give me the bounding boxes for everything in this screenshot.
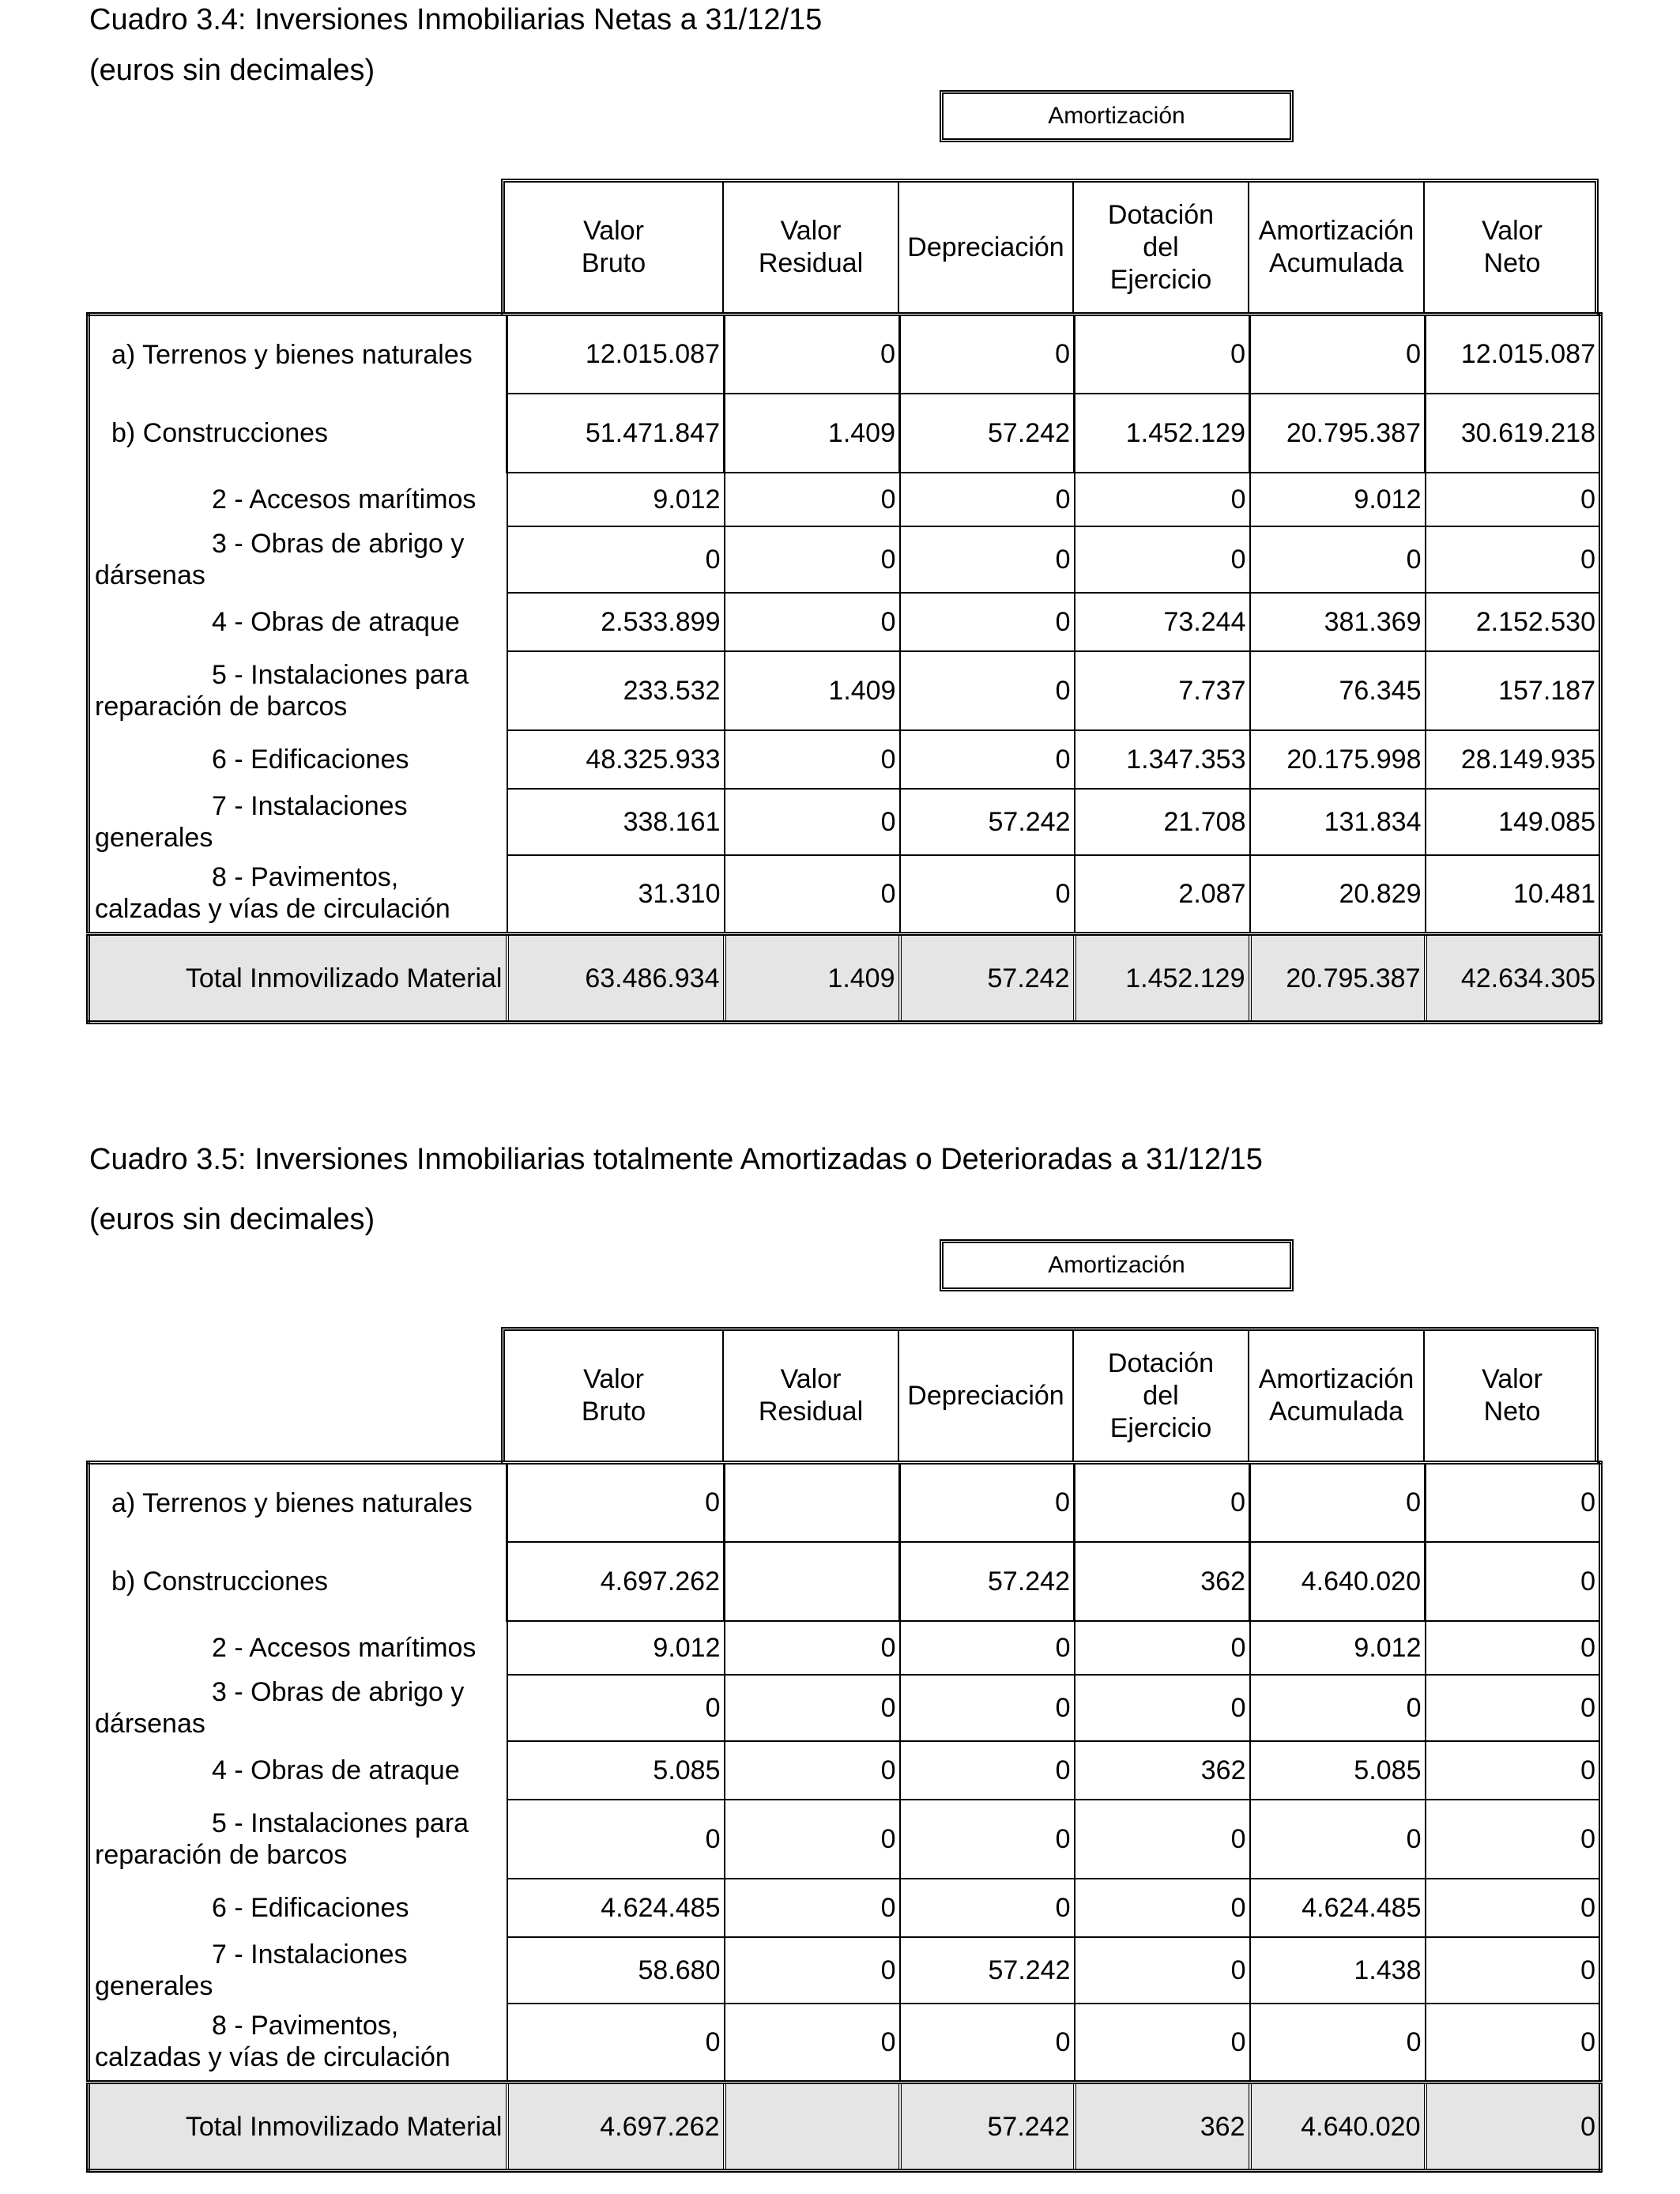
table-cell: 0 [725, 315, 900, 394]
total-cell: 20.795.387 [1250, 934, 1426, 1023]
table-cell: 0 [725, 593, 900, 651]
table-cell: 338.161 [507, 789, 725, 855]
table-cell: 0 [725, 1879, 900, 1937]
table-cell: 0 [1426, 1937, 1601, 2004]
row-label [89, 593, 507, 651]
table-cell: 0 [900, 730, 1075, 789]
total-cell: 4.697.262 [507, 2083, 725, 2171]
column-header-line: Valor [780, 1364, 842, 1394]
table-cell: 4.624.485 [507, 1879, 725, 1937]
column-header-line: Neto [1483, 1397, 1541, 1427]
row-label-line: 7 - Instalaciones [212, 1939, 408, 1970]
table-title: Cuadro 3.4: Inversiones Inmobiliarias Netas a 31/12/15 [89, 3, 823, 36]
row-label: b) Construcciones [111, 417, 329, 448]
table-row [89, 651, 1601, 730]
total-cell: 0 [1426, 2083, 1601, 2171]
column-header [1425, 183, 1599, 312]
data-table [86, 1461, 1603, 2173]
row-label-line: dársenas [95, 560, 205, 590]
table-cell: 0 [1426, 1879, 1601, 1937]
column-header-row [501, 179, 1599, 316]
total-row [89, 2083, 1601, 2171]
table-cell: 12.015.087 [507, 315, 725, 394]
row-label-line: 4 - Obras de atraque [212, 606, 460, 637]
total-cell: 1.452.129 [1075, 934, 1250, 1023]
table-cell: 0 [900, 1675, 1075, 1741]
column-header-line: Ejercicio [1109, 1412, 1212, 1443]
column-header-line: Dotación [1107, 199, 1215, 230]
table-cell: 0 [725, 1675, 900, 1741]
table-row [89, 1463, 1601, 1542]
table-cell: 20.175.998 [1250, 730, 1426, 789]
table-subtitle: (euros sin decimales) [89, 1203, 375, 1236]
column-header-line: Ejercicio [1109, 264, 1212, 295]
table-cell: 0 [1426, 526, 1601, 593]
table-cell [725, 1463, 900, 1542]
column-header-line: del [1143, 1380, 1179, 1411]
total-cell: 63.486.934 [507, 934, 725, 1023]
table-cell: 0 [725, 789, 900, 855]
table-cell: 4.624.485 [1250, 1879, 1426, 1937]
table-cell: 0 [507, 526, 725, 593]
table-cell: 0 [725, 1741, 900, 1800]
table-cell: 0 [900, 315, 1075, 394]
table-row [89, 789, 1601, 855]
table-row [89, 1542, 1601, 1621]
table-cell: 0 [1075, 526, 1250, 593]
table-cell: 0 [507, 1463, 725, 1542]
total-cell [725, 2083, 900, 2171]
table-cell: 0 [725, 730, 900, 789]
column-header-line: Bruto [581, 1397, 646, 1427]
table-cell: 0 [1250, 315, 1426, 394]
table-cell: 7.737 [1075, 651, 1250, 730]
table-cell: 362 [1075, 1542, 1250, 1621]
table-cell: 1.409 [725, 394, 900, 473]
column-header-line: Dotación [1107, 1348, 1215, 1378]
column-header-line: del [1143, 232, 1179, 262]
row-label-line: 5 - Instalaciones para [212, 1808, 469, 1838]
table-cell: 57.242 [900, 789, 1075, 855]
row-label-line: 7 - Instalaciones [212, 790, 408, 821]
table-cell: 0 [1426, 1621, 1601, 1675]
total-cell: 42.634.305 [1426, 934, 1601, 1023]
row-label-line: generales [95, 1970, 213, 2001]
table-cell: 0 [507, 1675, 725, 1741]
column-header-line: Acumulada [1268, 248, 1404, 278]
table-cell: 0 [1250, 526, 1426, 593]
table-cell: 1.347.353 [1075, 730, 1250, 789]
amortizacion-group-header: Amortización [940, 90, 1294, 142]
column-header-line: Depreciación [907, 1380, 1064, 1411]
column-header-line: Neto [1483, 248, 1541, 278]
table-cell: 0 [900, 1879, 1075, 1937]
column-header-line: Valor [583, 216, 644, 246]
total-cell: 57.242 [900, 934, 1075, 1023]
table-cell: 381.369 [1250, 593, 1426, 651]
column-header-row [501, 1327, 1599, 1465]
table-cell: 9.012 [1250, 1621, 1426, 1675]
column-header-line: Acumulada [1268, 1397, 1404, 1427]
table-cell: 0 [725, 855, 900, 934]
row-label [89, 1937, 507, 2004]
table-row [89, 473, 1601, 526]
column-header-line: Valor [583, 1364, 644, 1394]
table-cell: 0 [507, 2004, 725, 2083]
table-row [89, 1879, 1601, 1937]
row-label [89, 1879, 507, 1937]
total-cell: 57.242 [900, 2083, 1075, 2171]
table-row [89, 1800, 1601, 1879]
table-row [89, 1621, 1601, 1675]
column-header-line: Amortización [1258, 216, 1414, 246]
row-label-line: 3 - Obras de abrigo y [212, 528, 465, 559]
table-cell: 58.680 [507, 1937, 725, 2004]
row-label [89, 1800, 507, 1879]
table-cell: 0 [900, 1463, 1075, 1542]
table-title: Cuadro 3.5: Inversiones Inmobiliarias totalmente Amortizadas o Deterioradas a 31/12/15 [89, 1143, 1263, 1176]
table-cell: 0 [1075, 1463, 1250, 1542]
row-label-line: 8 - Pavimentos, [212, 2011, 399, 2041]
table-cell: 0 [1250, 1675, 1426, 1741]
table-row [89, 2004, 1601, 2083]
row-label: a) Terrenos y bienes naturales [111, 339, 473, 370]
table-cell: 0 [900, 1621, 1075, 1675]
table-cell: 0 [1426, 473, 1601, 526]
table-cell: 0 [1075, 1621, 1250, 1675]
table-cell: 0 [1426, 1542, 1601, 1621]
table-row [89, 1937, 1601, 2004]
table-cell: 12.015.087 [1426, 315, 1601, 394]
row-label-line: 6 - Edificaciones [212, 1892, 409, 1923]
total-row [89, 934, 1601, 1023]
table-cell: 0 [1426, 1800, 1601, 1879]
row-label [89, 526, 507, 593]
column-header [724, 183, 899, 312]
column-header [1249, 1331, 1425, 1461]
table-cell: 0 [1075, 1800, 1250, 1879]
table-row [89, 593, 1601, 651]
column-header-line: Valor [780, 216, 842, 246]
table-cell: 51.471.847 [507, 394, 725, 473]
table-cell: 2.533.899 [507, 593, 725, 651]
table-cell: 20.829 [1250, 855, 1426, 934]
column-header-line: Bruto [581, 248, 646, 278]
table-cell: 48.325.933 [507, 730, 725, 789]
table-cell: 2.152.530 [1426, 593, 1601, 651]
table-cell: 233.532 [507, 651, 725, 730]
row-label [89, 1621, 507, 1675]
row-label [89, 2004, 507, 2083]
table-cell: 0 [507, 1800, 725, 1879]
table-row [89, 730, 1601, 789]
total-cell: 4.640.020 [1250, 2083, 1426, 2171]
row-label-line: dársenas [95, 1708, 205, 1739]
table-cell: 0 [900, 526, 1075, 593]
table-cell: 0 [900, 473, 1075, 526]
column-header [899, 1331, 1074, 1461]
row-label: b) Construcciones [111, 1566, 329, 1596]
column-header-line: Residual [758, 1397, 864, 1427]
table-cell: 30.619.218 [1426, 394, 1601, 473]
table-cell: 131.834 [1250, 789, 1426, 855]
column-header-line: Valor [1482, 1364, 1543, 1394]
row-label-line: 4 - Obras de atraque [212, 1755, 460, 1785]
table-cell: 0 [900, 593, 1075, 651]
table-cell: 0 [1075, 473, 1250, 526]
table-cell: 9.012 [507, 473, 725, 526]
row-label-line: reparación de barcos [95, 1839, 348, 1870]
table-cell: 21.708 [1075, 789, 1250, 855]
table-cell: 0 [725, 2004, 900, 2083]
table-cell: 9.012 [1250, 473, 1426, 526]
table-cell: 0 [900, 651, 1075, 730]
table-cell: 0 [1426, 1463, 1601, 1542]
table-cell: 57.242 [900, 1542, 1075, 1621]
table-cell: 10.481 [1426, 855, 1601, 934]
column-header [1074, 1331, 1249, 1461]
row-label [89, 473, 507, 526]
row-label [89, 855, 507, 934]
table-subtitle: (euros sin decimales) [89, 54, 375, 87]
table-row [89, 855, 1601, 934]
row-label-line: 5 - Instalaciones para [212, 659, 469, 690]
total-cell: 1.409 [725, 934, 900, 1023]
row-label-line: calzadas y vías de circulación [95, 2042, 450, 2073]
row-label-line: 2 - Accesos marítimos [212, 484, 477, 515]
row-label [89, 651, 507, 730]
row-label-line: generales [95, 822, 213, 853]
table-cell: 0 [1250, 1463, 1426, 1542]
table-cell: 0 [725, 526, 900, 593]
table-cell: 5.085 [1250, 1741, 1426, 1800]
table-cell: 76.345 [1250, 651, 1426, 730]
table-cell: 1.452.129 [1075, 394, 1250, 473]
table-cell: 0 [900, 1800, 1075, 1879]
table-cell: 157.187 [1426, 651, 1601, 730]
table-cell: 0 [1426, 2004, 1601, 2083]
column-header [899, 183, 1074, 312]
table-cell: 0 [1075, 315, 1250, 394]
table-cell: 0 [1250, 1800, 1426, 1879]
table-cell: 1.438 [1250, 1937, 1426, 2004]
table-row [89, 394, 1601, 473]
table-cell: 0 [725, 473, 900, 526]
table-row [89, 1741, 1601, 1800]
table-cell: 0 [1426, 1741, 1601, 1800]
data-table [86, 312, 1603, 1024]
table-row [89, 315, 1601, 394]
column-header [1074, 183, 1249, 312]
table-cell: 0 [900, 1741, 1075, 1800]
table-cell: 362 [1075, 1741, 1250, 1800]
row-label-line: 3 - Obras de abrigo y [212, 1676, 465, 1707]
table-cell: 20.795.387 [1250, 394, 1426, 473]
table-cell: 0 [1426, 1675, 1601, 1741]
table-cell: 5.085 [507, 1741, 725, 1800]
table-cell: 0 [1075, 2004, 1250, 2083]
row-label-line: 8 - Pavimentos, [212, 862, 399, 893]
table-cell: 0 [1075, 1937, 1250, 2004]
column-header [505, 1331, 724, 1461]
table-cell: 73.244 [1075, 593, 1250, 651]
table-cell: 57.242 [900, 394, 1075, 473]
row-label [89, 789, 507, 855]
column-header [724, 1331, 899, 1461]
table-cell: 2.087 [1075, 855, 1250, 934]
column-header [1425, 1331, 1599, 1461]
table-cell: 0 [1250, 2004, 1426, 2083]
column-header-line: Residual [758, 248, 864, 278]
table-cell: 9.012 [507, 1621, 725, 1675]
row-label-line: 6 - Edificaciones [212, 744, 409, 775]
table-cell: 0 [725, 1937, 900, 2004]
column-header-line: Amortización [1258, 1364, 1414, 1394]
table-cell: 0 [900, 2004, 1075, 2083]
row-label [89, 1741, 507, 1800]
amortizacion-group-header: Amortización [940, 1239, 1294, 1291]
column-header [505, 183, 724, 312]
column-header-line: Depreciación [907, 232, 1064, 262]
table-cell: 4.697.262 [507, 1542, 725, 1621]
column-header-line: Valor [1482, 216, 1543, 246]
total-label: Total Inmovilizado Material [89, 934, 507, 1023]
row-label-line: calzadas y vías de circulación [95, 894, 450, 925]
table-cell [725, 1542, 900, 1621]
row-label: a) Terrenos y bienes naturales [111, 1487, 473, 1518]
table-cell: 0 [1075, 1675, 1250, 1741]
table-cell: 0 [725, 1800, 900, 1879]
row-label [89, 1675, 507, 1741]
table-cell: 149.085 [1426, 789, 1601, 855]
total-cell: 362 [1075, 2083, 1250, 2171]
row-label-line: 2 - Accesos marítimos [212, 1632, 477, 1663]
row-label [89, 730, 507, 789]
table-cell: 57.242 [900, 1937, 1075, 2004]
table-cell: 1.409 [725, 651, 900, 730]
row-label-line: reparación de barcos [95, 691, 348, 722]
table-row [89, 1675, 1601, 1741]
table-cell: 31.310 [507, 855, 725, 934]
table-cell: 0 [1075, 1879, 1250, 1937]
table-row [89, 526, 1601, 593]
table-cell: 4.640.020 [1250, 1542, 1426, 1621]
total-label: Total Inmovilizado Material [89, 2083, 507, 2171]
table-cell: 0 [900, 855, 1075, 934]
table-cell: 28.149.935 [1426, 730, 1601, 789]
table-cell: 0 [725, 1621, 900, 1675]
column-header [1249, 183, 1425, 312]
